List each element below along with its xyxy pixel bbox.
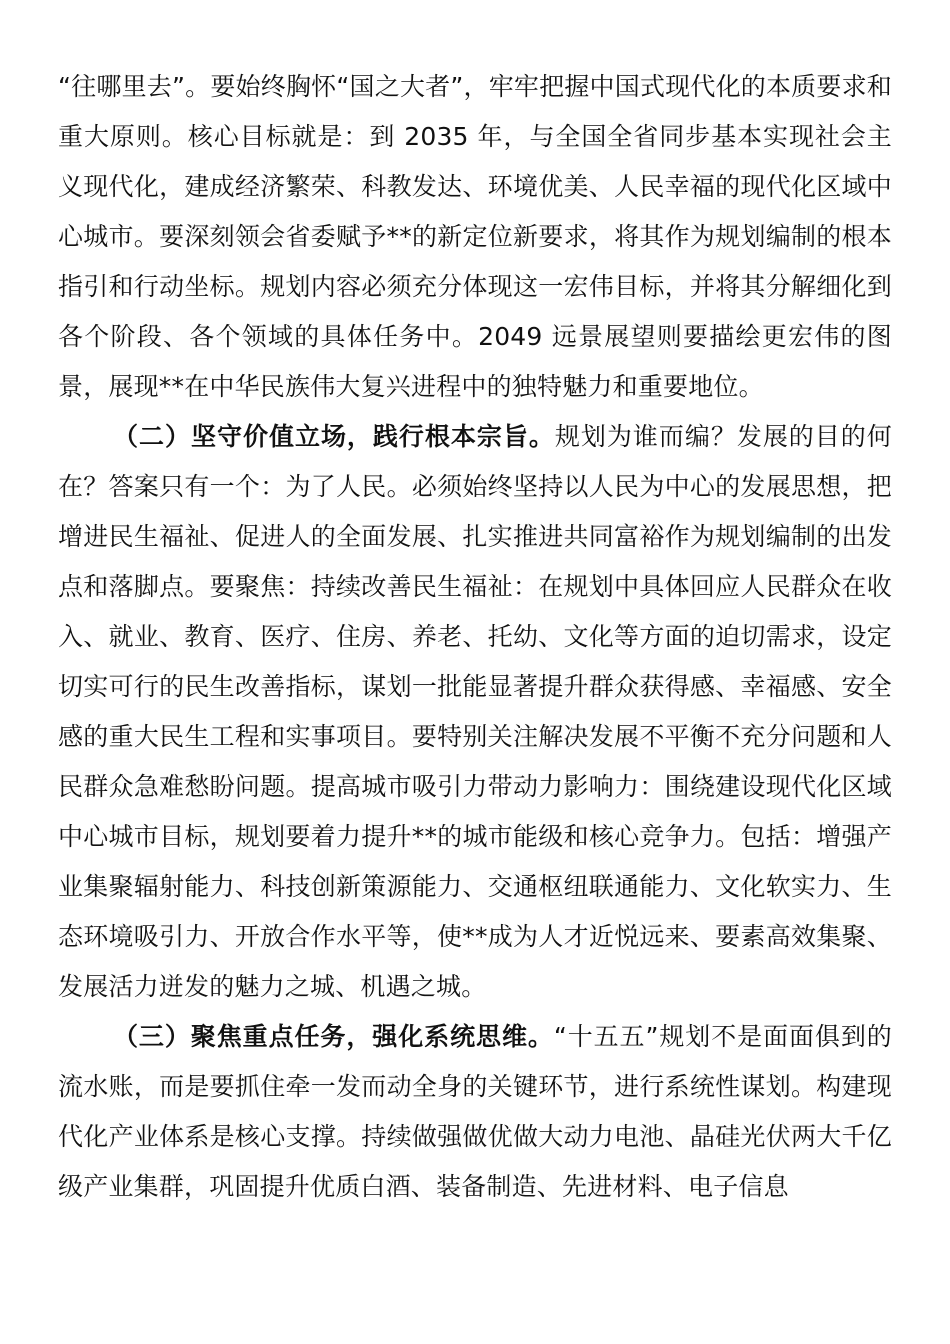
paragraph-body: 规划为谁而编？发展的目的何在？答案只有一个：为了人民。必须始终坚持以人民为中心的发展思想，把增进民生福祉、促进人的全面发展、扎实推进共同富裕作为规划编制的出发点和落脚点。要聚焦：持续改善民生福祉：在规划中具体回应人民群众在收入、就业、教育、医疗、住房、养老、托幼、文化等方面的迫切需求，设定切实可行的民生改善指标，谋划一批能显著提升群众获得感、幸福感、安全感的重大民生工程和实事项目。要特别关注解决发展不平衡不充分问题和人民群众急难愁盼问题。提高城市吸引力带动力影响力：围绕建设现代化区域中心城市目标，规划要着力提升**的城市能级和核心竞争力。包括：增强产业集聚辐射能力、科技创新策源能力、交通枢纽联通能力、文化软实力、生态环境吸引力、开放合作水平等，使**成为人才近悦远来、要素高效集聚、发展活力迸发的魅力之城、机遇之城。 [58,422,892,1001]
paragraph-section-2 [58,412,892,1012]
paragraph-section-3 [58,1012,892,1212]
section-heading-2: （二）坚守价值立场，践行根本宗旨。 [113,422,555,451]
section-heading-3: （三）聚焦重点任务，强化系统思维。 [113,1022,554,1051]
paragraph-goal [58,62,892,412]
paragraph-body: “往哪里去”。要始终胸怀“国之大者”，牢牢把握中国式现代化的本质要求和重大原则。核心目标就是：到 2035 年，与全国全省同步基本实现社会主义现代化，建成经济繁荣、科教发达、环境优美、人民幸福的现代化区域中心城市。要深刻领会省委赋予**的新定位新要求，将其作为规划编制的根本指引和行动坐标。规划内容必须充分体现这一宏伟目标，并将其分解细化到各个阶段、各个领域的具体任务中。2049 远景展望则要描绘更宏伟的图景，展现**在中华民族伟大复兴进程中的独特魅力和重要地位。 [58,72,892,401]
document-page [58,62,892,1212]
paragraph-body: “十五五”规划不是面面俱到的流水账，而是要抓住牵一发而动全身的关键环节，进行系统性谋划。构建现代化产业体系是核心支撑。持续做强做优做大动力电池、晶硅光伏两大千亿级产业集群，巩固提升优质白酒、装备制造、先进材料、电子信息 [58,1022,892,1201]
